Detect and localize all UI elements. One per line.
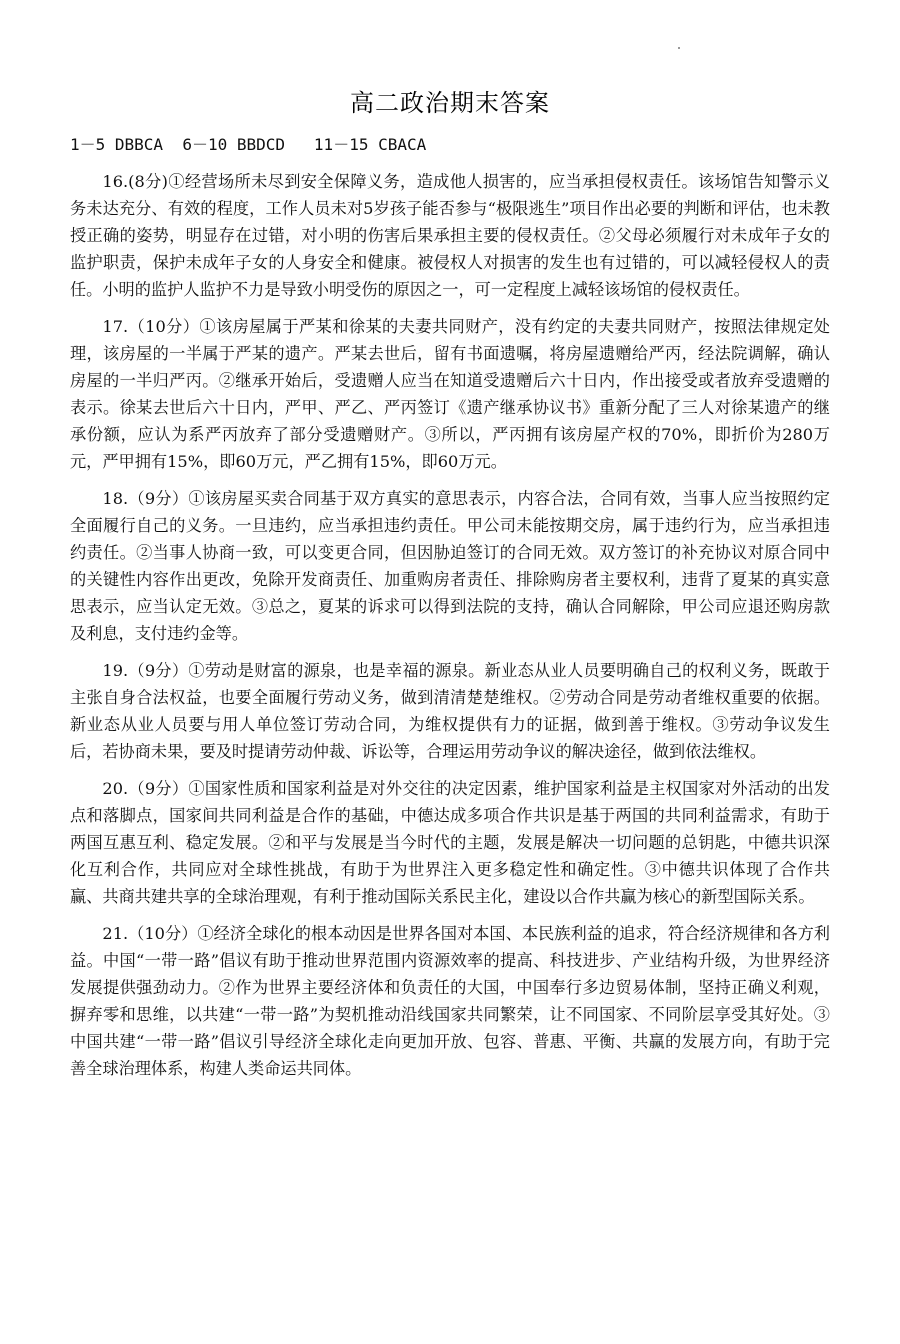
page-title: 高二政治期末答案 <box>350 89 550 117</box>
scan-speck <box>678 47 680 49</box>
answer-18: 18.（9分）①该房屋买卖合同基于双方真实的意思表示，内容合法，合同有效，当事人应当按照约定全面履行自己的义务。一旦违约，应当承担违约责任。甲公司未能按期交房，属于违约行为，应当承担违约责任。②当事人协商一致，可以变更合同，但因胁迫签订的合同无效。双方签订的补充协议对原合同中的关键性内容作出更改，免除开发商责任、加重购房者责任、排除购房者主要权利，违背了夏某的真实意思表示，应当认定无效。③总之，夏某的诉求可以得到法院的支持，确认合同解除，甲公司应退还购房款及利息，支付违约金等。 <box>70 489 830 643</box>
answer-21: 21.（10分）①经济全球化的根本动因是世界各国对本国、本民族利益的追求，符合经济规律和各方利益。中国“一带一路”倡议有助于推动世界范围内资源效率的提高、科技进步、产业结构升级，为世界经济发展提供强劲动力。②作为世界主要经济体和负责任的大国，中国奉行多边贸易体制，坚持正确义利观，摒弃零和思维，以共建“一带一路”为契机推动沿线国家共同繁荣，让不同国家、不同阶层享受其好处。③中国共建“一带一路”倡议引导经济全球化走向更加开放、包容、普惠、平衡、共赢的发展方向，有助于完善全球治理体系，构建人类命运共同体。 <box>70 924 830 1078</box>
answers-list <box>70 168 830 1092</box>
multiple-choice-answers: 1－5 DBBCA 6－10 BBDCD 11－15 CBACA <box>70 135 427 154</box>
answer-16: 16.(8分)①经营场所未尽到安全保障义务，造成他人损害的，应当承担侵权责任。该场馆告知警示义务未达充分、有效的程度，工作人员未对5岁孩子能否参与“极限逃生”项目作出必要的判断和评估，也未教授正确的姿势，明显存在过错，对小明的伤害后果承担主要的侵权责任。②父母必须履行对未成年子女的监护职责，保护未成年子女的人身安全和健康。被侵权人对损害的发生也有过错的，可以减轻侵权人的责任。小明的监护人监护不力是导致小明受伤的原因之一，可一定程度上减轻该场馆的侵权责任。 <box>70 172 830 299</box>
answer-20: 20.（9分）①国家性质和国家利益是对外交往的决定因素，维护国家利益是主权国家对外活动的出发点和落脚点，国家间共同利益是合作的基础，中德达成多项合作共识是基于两国的共同利益需求，有助于两国互惠互利、稳定发展。②和平与发展是当今时代的主题，发展是解决一切问题的总钥匙，中德共识深化互利合作，共同应对全球性挑战，有助于为世界注入更多稳定性和确定性。③中德共识体现了合作共赢、共商共建共享的全球治理观，有利于推动国际关系民主化，建设以合作共赢为核心的新型国际关系。 <box>70 779 830 906</box>
answer-19: 19.（9分）①劳动是财富的源泉，也是幸福的源泉。新业态从业人员要明确自己的权利义务，既敢于主张自身合法权益，也要全面履行劳动义务，做到清清楚楚维权。②劳动合同是劳动者维权重要的依据。新业态从业人员要与用人单位签订劳动合同，为维权提供有力的证据，做到善于维权。③劳动争议发生后，若协商未果，要及时提请劳动仲裁、诉讼等，合理运用劳动争议的解决途径，做到依法维权。 <box>70 661 830 761</box>
answer-17: 17.（10分）①该房屋属于严某和徐某的夫妻共同财产，没有约定的夫妻共同财产，按照法律规定处理，该房屋的一半属于严某的遗产。严某去世后，留有书面遗嘱，将房屋遗赠给严丙，经法院调解，确认房屋的一半归严丙。②继承开始后，受遗赠人应当在知道受遗赠后六十日内，作出接受或者放弃受遗赠的表示。徐某去世后六十日内，严甲、严乙、严丙签订《遗产继承协议书》重新分配了三人对徐某遗产的继承份额，应认为系严丙放弃了部分受遗赠财产。③所以，严丙拥有该房屋产权的70%，即折价为280万元，严甲拥有15%，即60万元，严乙拥有15%，即60万元。 <box>70 317 830 471</box>
